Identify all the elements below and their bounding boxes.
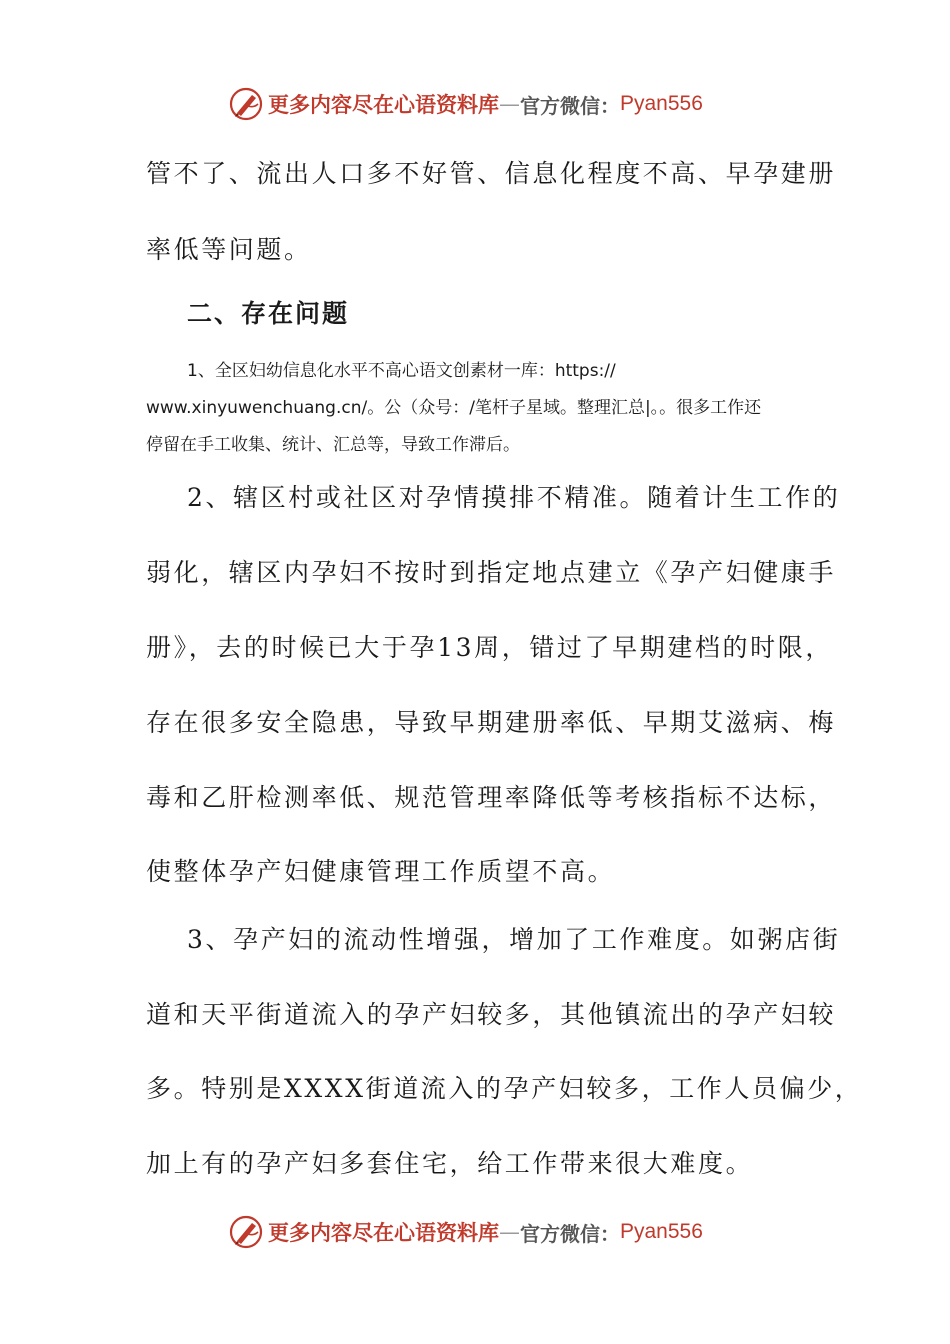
section-heading: 二、存在问题 [187,299,350,328]
banner-wechat-label: 官方微信： [520,93,620,118]
item1-line: www.xinyuwenchuang.cn/。公（众号：/笔杆子星域。整理汇总|。。很多工作还 [146,398,762,418]
banner-separator: — [499,1220,520,1244]
header-watermark-banner [228,84,748,124]
footer-watermark-banner [228,1212,748,1252]
item1-line: 停留在手工收集、统计、汇总等，导致工作滞后。 [146,435,520,455]
item2-line: 册》，去的时候已大于孕13周，错过了早期建档的时限， [146,633,833,662]
item2-line: 2、辖区村或社区对孕情摸排不精准。随着计生工作的 [187,483,841,512]
paragraph-line: 率低等问题。 [146,235,312,264]
banner-main-text: 更多内容尽在心语资料库 [268,92,499,117]
item2-line: 使整体孕产妇健康管理工作质望不高。 [146,857,616,886]
item3-line: 道和天平街道流入的孕产妇较多，其他镇流出的孕产妇较 [146,1000,837,1029]
item1-line: 1、全区妇幼信息化水平不高心语文创素材一库：https:// [187,361,616,381]
pen-logo-icon [228,86,264,122]
item3-line: 加上有的孕产妇多套住宅，给工作带来很大难度。 [146,1149,754,1178]
item2-line: 弱化，辖区内孕妇不按时到指定地点建立《孕产妇健康手 [146,558,837,587]
banner-main-text: 更多内容尽在心语资料库 [268,1220,499,1245]
item2-line: 毒和乙肝检测率低、规范管理率降低等考核指标不达标， [146,783,837,812]
item3-line: 多。特别是XXXX街道流入的孕产妇较多，工作人员偏少， [146,1074,863,1103]
banner-wechat-label: 官方微信： [520,1221,620,1246]
banner-separator: — [499,92,520,116]
item2-line: 存在很多安全隐患，导致早期建册率低、早期艾滋病、梅 [146,708,837,737]
banner-wechat-id: Pyan556 [620,1220,703,1243]
item3-line: 3、孕产妇的流动性增强，增加了工作难度。如粥店街 [187,925,841,954]
pen-logo-icon [228,1214,264,1250]
paragraph-line: 管不了、流出人口多不好管、信息化程度不高、早孕建册 [146,159,837,188]
banner-wechat-id: Pyan556 [620,92,703,115]
